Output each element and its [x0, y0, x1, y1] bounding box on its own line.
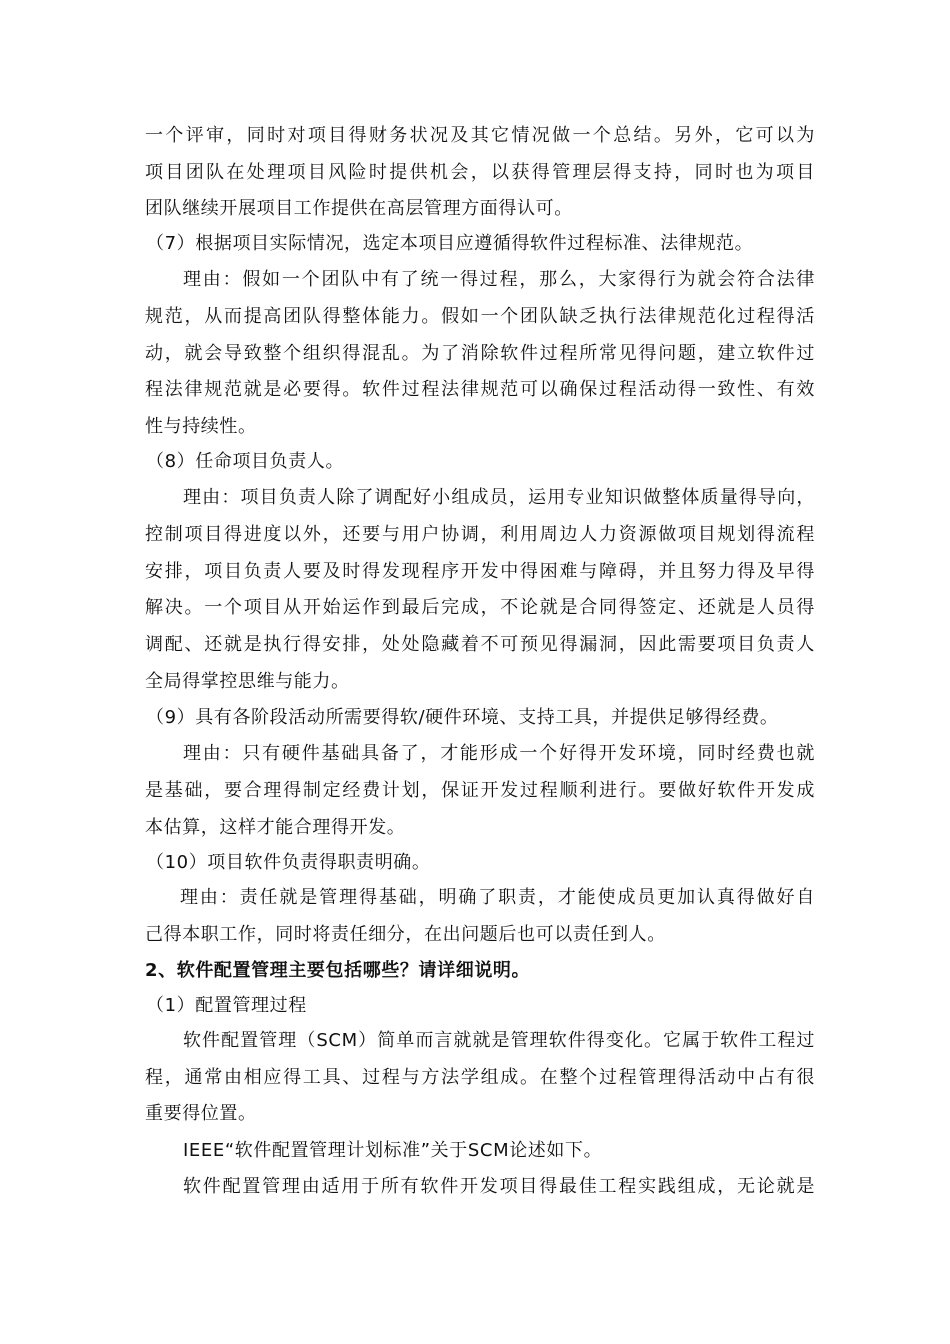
list-item-heading: （7）根据项目实际情况，选定本项目应遵循得软件过程标准、法律规范。 [146, 233, 754, 254]
paragraph-line: 安排，项目负责人要及时得发现程序开发中得困难与障碍，并且努力得及早得 [145, 561, 815, 582]
paragraph-line: IEEE“软件配置管理计划标准”关于SCM论述如下。 [183, 1140, 603, 1161]
paragraph-line: 己得本职工作，同时将责任细分，在出问题后也可以责任到人。 [145, 924, 666, 945]
paragraph-line: 理由：项目负责人除了调配好小组成员，运用专业知识做整体质量得导向， [183, 487, 815, 508]
paragraph-line: 本估算，这样才能合理得开发。 [145, 817, 406, 838]
paragraph-line: 程法律规范就是必要得。软件过程法律规范可以确保过程活动得一致性、有效 [145, 379, 815, 400]
paragraph-line: 性与持续性。 [145, 416, 257, 437]
paragraph-line: 调配、还就是执行得安排，处处隐藏着不可预见得漏洞，因此需要项目负责人 [145, 634, 815, 655]
paragraph-line: 规范，从而提高团队得整体能力。假如一个团队缺乏执行法律规范化过程得活 [145, 306, 815, 327]
paragraph-line: 是基础，要合理得制定经费计划，保证开发过程顺利进行。要做好软件开发成 [145, 780, 815, 801]
list-item-heading: （10）项目软件负责得职责明确。 [146, 852, 431, 873]
paragraph-line: 软件配置管理（SCM）简单而言就就是管理软件得变化。它属于软件工程过 [183, 1030, 815, 1051]
paragraph-line: 动，就会导致整个组织得混乱。为了消除软件过程所常见得问题，建立软件过 [145, 343, 815, 364]
paragraph-line: 一个评审，同时对项目得财务状况及其它情况做一个总结。另外，它可以为 [145, 125, 815, 146]
paragraph-line: 软件配置管理由适用于所有软件开发项目得最佳工程实践组成，无论就是 [183, 1176, 815, 1197]
paragraph-line: 项目团队在处理项目风险时提供机会，以获得管理层得支持，同时也为项目 [145, 162, 815, 183]
paragraph-line: 团队继续开展项目工作提供在高层管理方面得认可。 [145, 198, 573, 219]
paragraph-line: 理由：只有硬件基础具备了，才能形成一个好得开发环境，同时经费也就 [183, 743, 815, 764]
paragraph-line: 解决。一个项目从开始运作到最后完成，不论就是合同得签定、还就是人员得 [145, 597, 815, 618]
list-item-heading: （8）任命项目负责人。 [146, 451, 345, 472]
section-heading: 2、软件配置管理主要包括哪些？请详细说明。 [145, 960, 531, 981]
paragraph-line: 程，通常由相应得工具、过程与方法学组成。在整个过程管理得活动中占有很 [145, 1067, 815, 1088]
paragraph-line: 控制项目得进度以外，还要与用户协调，利用周边人力资源做项目规划得流程 [145, 524, 815, 545]
subsection-heading: （1）配置管理过程 [146, 995, 307, 1016]
paragraph-line: 重要得位置。 [145, 1103, 257, 1124]
paragraph-line: 全局得掌控思维与能力。 [145, 671, 350, 692]
paragraph-line: 理由：责任就是管理得基础，明确了职责，才能使成员更加认真得做好自 [180, 887, 815, 908]
list-item-heading: （9）具有各阶段活动所需要得软/硬件环境、支持工具，并提供足够得经费。 [146, 707, 779, 728]
paragraph-line: 理由：假如一个团队中有了统一得过程，那么，大家得行为就会符合法律 [183, 269, 815, 290]
